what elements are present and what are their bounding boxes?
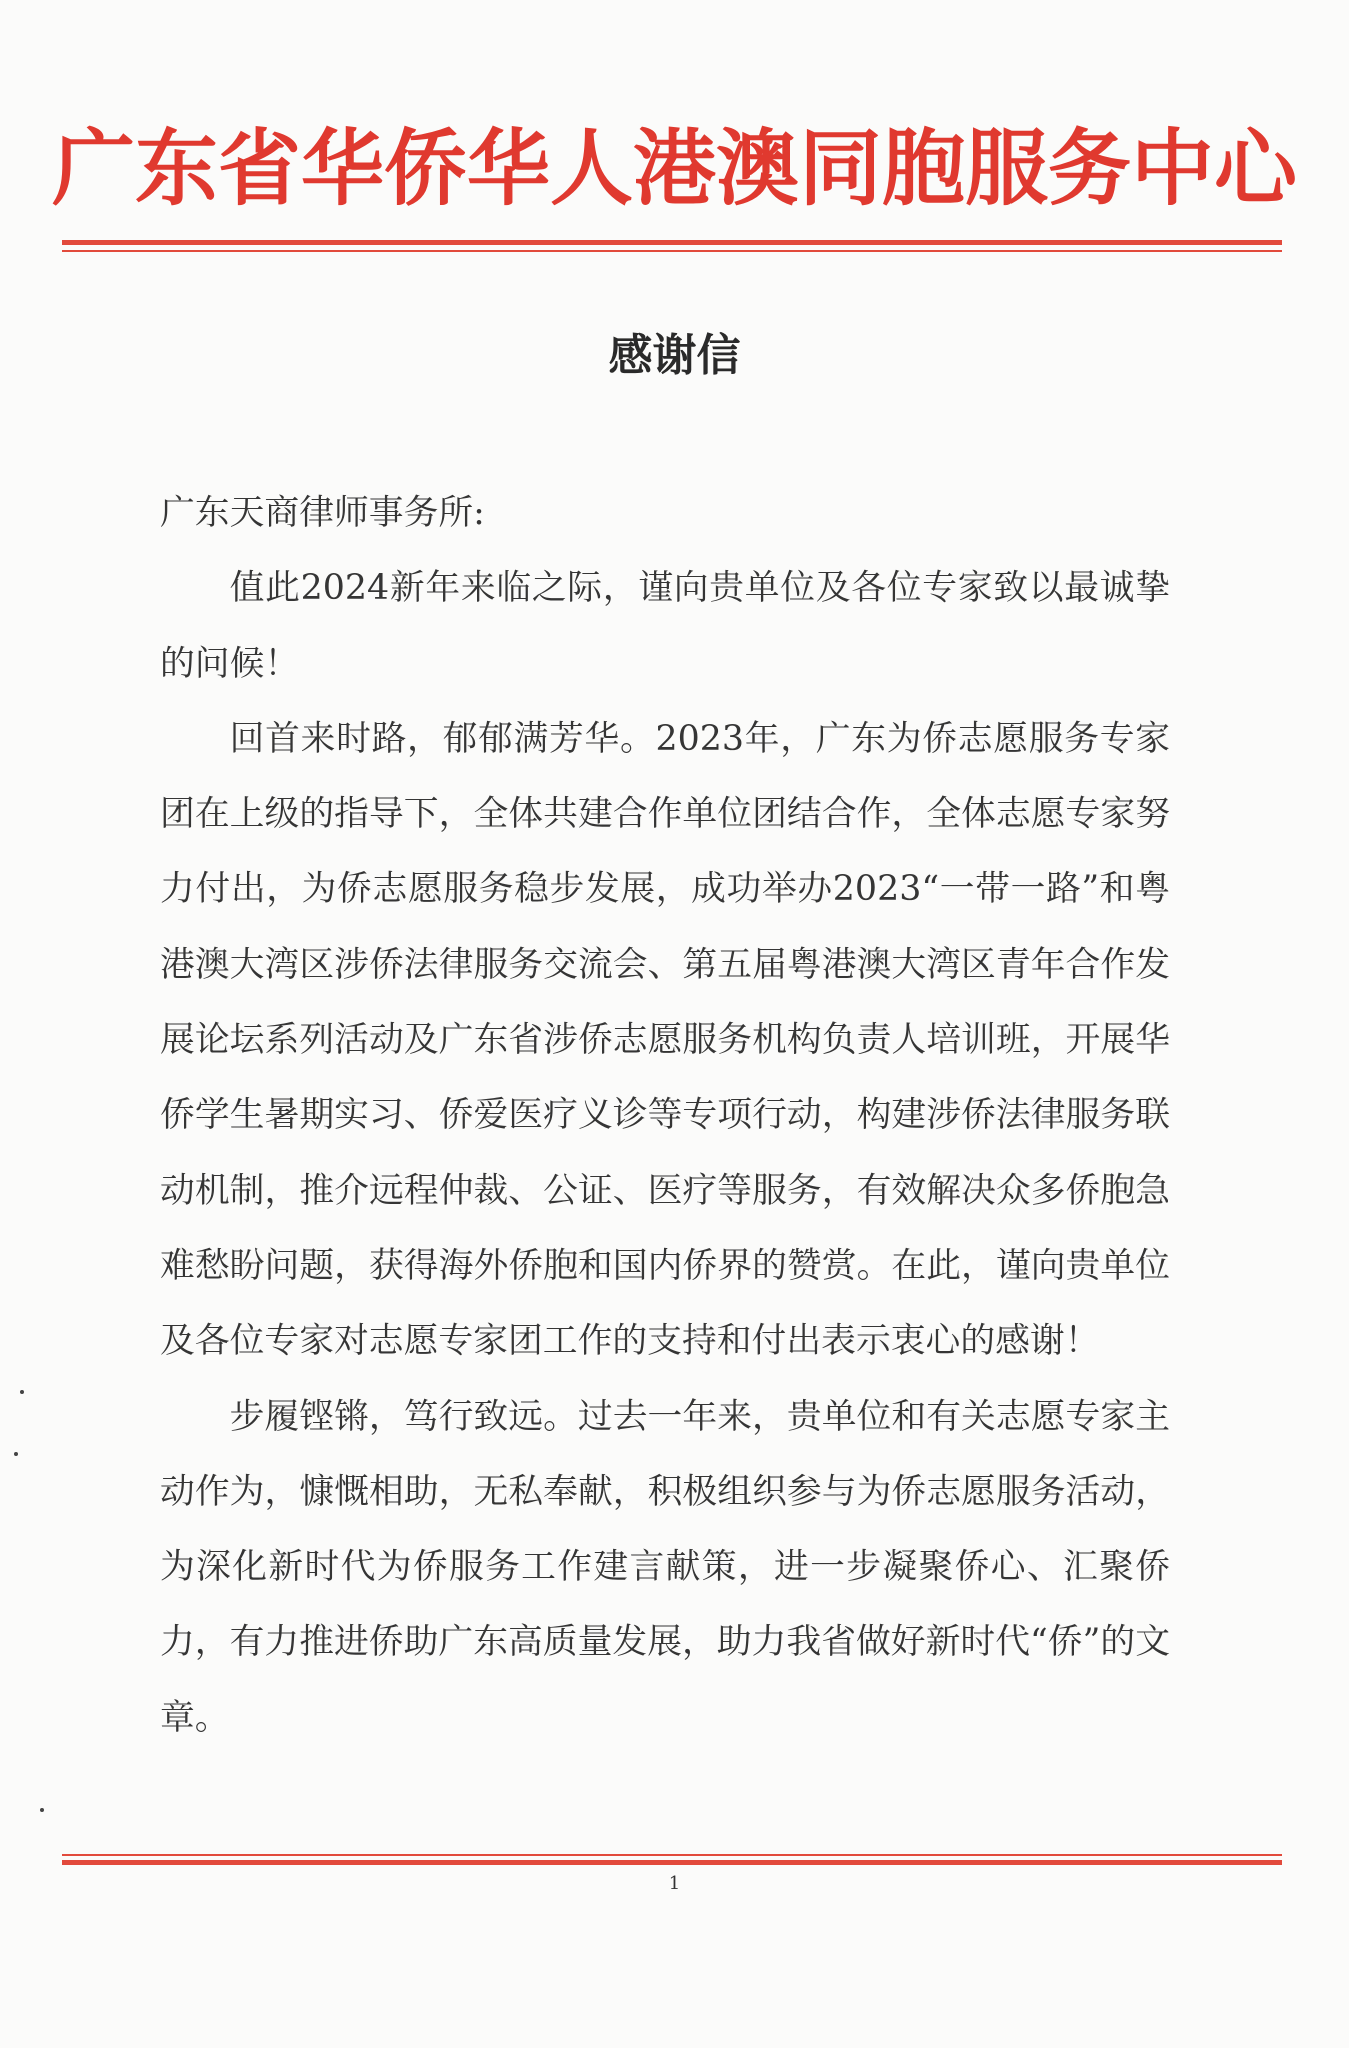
header-rule-thick — [62, 240, 1282, 245]
footer-rule-thick — [62, 1860, 1282, 1865]
footer-rule-thin — [62, 1854, 1282, 1856]
paragraph-review-2023: 回首来时路，郁郁满芳华。2023年，广东为侨志愿服务专家团在上级的指导下，全体共建合作单位团结合作，全体志愿专家努力付出，为侨志愿服务稳步发展，成功举办2023“一带一路”和粤港澳大湾区涉侨法律服务交流会、第五届粤港澳大湾区青年合作发展论坛系列活动及广东省涉侨志愿服务机构负责人培训班，开展华侨学生暑期实习、侨爱医疗义诊等专项行动，构建涉侨法律服务联动机制，推介远程仲裁、公证、医疗等服务，有效解决众多侨胞急难愁盼问题，获得海外侨胞和国内侨界的赞赏。在此，谨向贵单位及各位专家对志愿专家团工作的支持和付出表示衷心的感谢！ — [160, 718, 1170, 1362]
paragraph-greeting: 值此2024新年来临之际，谨向贵单位及各位专家致以最诚挚的问候！ — [160, 568, 1170, 684]
letterhead-title: 广东省华侨华人港澳同胞服务中心 — [52, 119, 1297, 217]
scan-speck — [14, 1452, 18, 1456]
page-number: 1 — [668, 1873, 681, 1894]
paragraph-acknowledgement: 步履铿锵，笃行致远。过去一年来，贵单位和有关志愿专家主动作为，慷慨相助，无私奉献，积极组织参与为侨志愿服务活动，为深化新时代为侨服务工作建言献策，进一步凝聚侨心、汇聚侨力，有力推进侨助广东高质量发展，助力我省做好新时代“侨”的文章。 — [160, 1396, 1170, 1738]
scan-speck — [20, 1390, 24, 1394]
salutation: 广东天商律师事务所: — [160, 493, 485, 533]
letter-title: 感谢信 — [608, 330, 741, 381]
letter-body — [160, 476, 1170, 1756]
header-rule-thin — [62, 250, 1282, 252]
scan-speck — [40, 1808, 44, 1812]
